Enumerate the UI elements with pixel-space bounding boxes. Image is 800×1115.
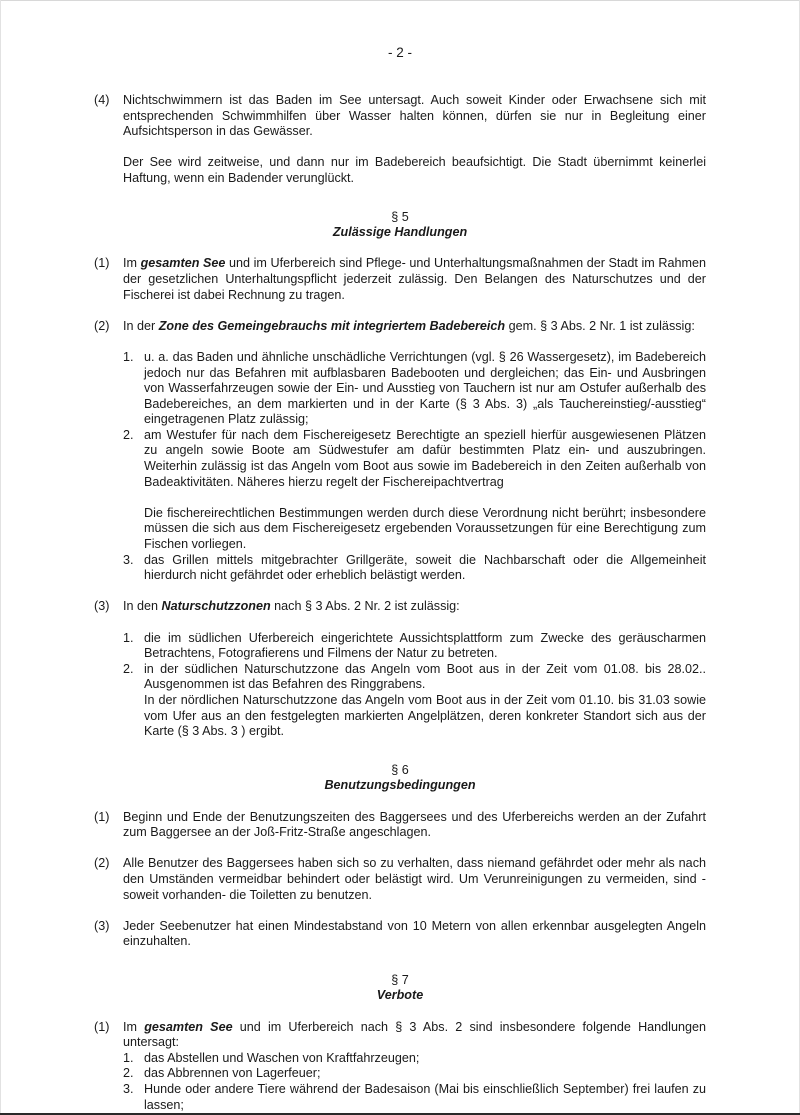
list-text: das Abbrennen von Lagerfeuer; — [144, 1066, 321, 1081]
list-number: 1. — [123, 630, 134, 645]
section-6-paragraph-3 — [94, 919, 706, 950]
paragraph-number: (3) — [94, 918, 110, 933]
section-6-paragraph-2 — [94, 856, 706, 903]
list-number: 3. — [123, 552, 134, 567]
section-6-paragraph-1 — [94, 810, 706, 841]
section-5-heading — [94, 210, 706, 241]
page-border-top — [0, 0, 800, 1]
section-title: Zulässige Handlungen — [332, 225, 468, 240]
paragraph-text: In der Zone des Gemeingebrauchs mit integriertem Badebereich gem. § 3 Abs. 2 Nr. 1 ist zulässig: — [123, 318, 695, 333]
list-text: In der nördlichen Naturschutzzone das Angeln vom Boot aus in der Zeit vom 01.10. bis 31.03 sowie vom Ufer aus an den festgelegten markierten Angelplätzen, deren konkreter Standort sich aus der Karte (§ 3 Abs. 3 ) ergibt. — [144, 692, 706, 739]
section-7-list-1 — [94, 1051, 706, 1113]
page-number: - 2 - — [387, 45, 412, 60]
paragraph-text: Der See wird zeitweise, und dann nur im Badebereich beaufsichtigt. Die Stadt übernimmt keinerlei Haftung, wenn ein Badender verunglückt. — [123, 155, 706, 185]
list-text: u. a. das Baden und ähnliche unschädliche Verrichtungen (vgl. § 26 Wassergesetz), im Badebereich jedoch nur das Befahren mit aufblasbaren Badebooten und dergleichen; das Ein- und Ausbringen von Wasserfahrzeugen sowie der Ein- und Ausstieg von Tauchern ist nur am Ostufer außerhalb des Badebereiches, an dem markierten und in der Karte (§ 3 Abs. 3) „als Tauchereinstieg/-ausstieg“ eingetragenen Platz zulässig; — [144, 349, 706, 427]
section-title: Benutzungsbedingungen — [324, 778, 476, 793]
list-item — [123, 552, 706, 584]
section-number: § 5 — [391, 209, 409, 224]
section-7-heading — [94, 973, 706, 1004]
list-item — [123, 427, 706, 553]
paragraph-text: Nichtschwimmern ist das Baden im See untersagt. Auch soweit Kinder oder Erwachsene sich mit entsprechenden Schwimmhilfen über Wasser halten können, dürfen sie nur in Begleitung einer Aufsichtsperson in das Gewässer. — [123, 93, 706, 139]
section-6-heading — [94, 763, 706, 794]
paragraph-text: Im gesamten See und im Uferbereich nach § 3 Abs. 2 sind insbesondere folgende Handlungen untersagt: — [123, 1019, 706, 1050]
paragraph-number: (1) — [94, 256, 110, 271]
section-5-list-2 — [94, 350, 706, 584]
section-7-paragraph-1 — [94, 1020, 706, 1051]
paragraph-text: Jeder Seebenutzer hat einen Mindestabstand von 10 Metern von allen erkennbar ausgelegten Angeln einzuhalten. — [123, 918, 706, 949]
list-number: 2. — [123, 427, 134, 442]
list-text: das Grillen mittels mitgebrachter Grillgeräte, soweit die Nachbarschaft oder die Allgemeinheit hierdurch nicht gefährdet oder erheblich belästigt werden. — [144, 552, 706, 583]
paragraph-text: Im gesamten See und im Uferbereich sind Pflege- und Unterhaltungsmaßnahmen der Stadt im Rahmen der gesetzlichen Unterhaltungspflicht jederzeit zulässig. Den Belangen des Naturschutzes und der Fischerei ist dabei Rechnung zu tragen. — [123, 256, 706, 302]
list-item — [123, 1082, 706, 1113]
list-text: die im südlichen Uferbereich eingerichtete Aussichtsplattform zum Zwecke des geräuscharmen Betrachtens, Fotografierens und Filmens der Natur zu betreten. — [144, 630, 706, 661]
section-5-paragraph-2 — [94, 319, 706, 335]
section-number: § 6 — [391, 762, 409, 777]
section-5-paragraph-1 — [94, 256, 706, 303]
list-number: 1. — [123, 349, 134, 364]
section-number: § 7 — [391, 972, 409, 987]
paragraph-number: (3) — [94, 599, 110, 614]
emphasis: Naturschutzzonen — [161, 599, 271, 614]
paragraph-number: (1) — [94, 1019, 110, 1034]
section-5-paragraph-3 — [94, 599, 706, 615]
paragraph-text: In den Naturschutzzonen nach § 3 Abs. 2 Nr. 2 ist zulässig: — [123, 599, 460, 614]
paragraph-number: (4) — [94, 93, 110, 107]
paragraph-number: (2) — [94, 856, 110, 871]
paragraph-number: (1) — [94, 809, 110, 824]
section-title: Verbote — [376, 988, 424, 1003]
list-text: das Abstellen und Waschen von Kraftfahrzeugen; — [144, 1050, 420, 1065]
page-border-left — [0, 0, 1, 1115]
paragraph-number: (2) — [94, 318, 110, 333]
list-item — [123, 349, 706, 428]
section-5-list-3 — [94, 631, 706, 740]
paragraph-text: Alle Benutzer des Baggersees haben sich so zu verhalten, dass niemand gefährdet oder mehr als nach den Umständen vermeidbar behindert oder belästigt wird. Um Verunreinigungen zu vermeiden, sind -soweit vorhanden- die Toiletten zu benutzen. — [123, 856, 706, 902]
list-text: am Westufer für nach dem Fischereigesetz Berechtigte an speziell hierfür ausgewiesenen Plätzen zu angeln sowie Boote am Südwestufer am dafür bestimmten Platz ein- und auszubringen. Weiterhin zulässig ist das Angeln vom Boot aus sowie im Badebereich in den Zeiten außerhalb von Badeaktivitäten. Näheres hierzu regelt der Fischereipachtvertrag — [144, 427, 706, 489]
list-text: Die fischereirechtlichen Bestimmungen werden durch diese Verordnung nicht berührt; insbesondere müssen die sich aus dem Fischereigesetz ergebenden Voraussetzungen für eine Berechtigung zum Fischen vorliegen. — [144, 505, 706, 552]
paragraph-4 — [94, 93, 706, 187]
document-body — [94, 93, 706, 1113]
list-text: Hunde oder andere Tiere während der Badesaison (Mai bis einschließlich September) frei laufen zu lassen; — [144, 1082, 706, 1112]
emphasis: gesamten See — [144, 1019, 233, 1034]
list-number: 3. — [123, 1082, 134, 1097]
list-number: 2. — [123, 661, 134, 676]
emphasis: gesamten See — [140, 256, 226, 271]
list-item — [123, 661, 706, 740]
list-number: 1. — [123, 1050, 134, 1065]
list-item — [123, 1066, 706, 1082]
list-number: 2. — [123, 1066, 134, 1081]
list-item — [123, 630, 706, 662]
list-text: in der südlichen Naturschutzzone das Angeln vom Boot aus in der Zeit vom 01.08. bis 28.02.. Ausgenommen ist das Befahren des Ringgrabens. — [144, 661, 706, 692]
list-item — [123, 1050, 706, 1067]
emphasis: Zone des Gemeingebrauchs mit integriertem Badebereich — [158, 318, 506, 333]
paragraph-text: Beginn und Ende der Benutzungszeiten des Baggersees und des Uferbereichs werden an der Zufahrt zum Baggersee an der Joß-Fritz-Straße angeschlagen. — [123, 809, 706, 840]
